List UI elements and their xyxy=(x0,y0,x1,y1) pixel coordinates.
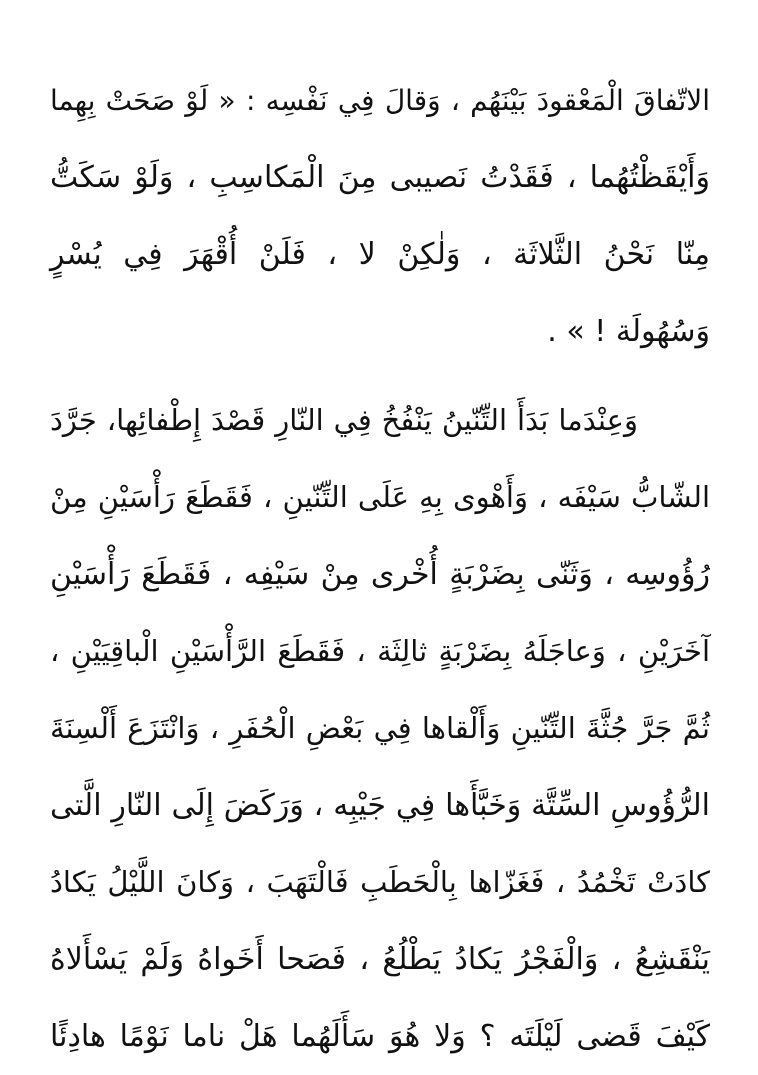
text-line: ثُمَّ جَرَّ جُثَّةَ التِّنّينِ وَأَلْقاها فِي بَعْضِ الْحُفَرِ ، وَانْتَزَعَ أَلْسِنَةَ xyxy=(50,711,710,745)
arabic-text-block xyxy=(50,62,710,1075)
paragraph-gap xyxy=(50,370,710,382)
text-line: وَأَيْقَظْتُهُما ، فَقَدْتُ نَصيبى مِنَ الْمَكاسِبِ ، وَلَوْ سَكَتُّ xyxy=(50,160,710,195)
text-line: الرُّؤُوسِ السِّتَّة وَخَبَّأَها فِي جَيْبِه ، وَرَكَضَ إِلَى النّارِ الَّتى xyxy=(50,788,710,823)
text-line: رُؤُوسِه ، وَثَنّى بِضَرْبَةٍ أُخْرى مِنْ سَيْفِه ، فَقَطَعَ رَأْسَيْنِ xyxy=(50,557,710,592)
text-line: مِنّا نَحْنُ الثَّلاثَة ، وَلٰكِنْ لا ، فَلَنْ أُقْهَرَ فِي يُسْرٍ xyxy=(50,237,710,272)
text-line: وَسُهُولَة ! » . xyxy=(547,314,710,349)
paragraph-2 xyxy=(50,382,710,1075)
text-line: كَيْفَ قَضى لَيْلَتَه ؟ وَلا هُوَ سَأَلَهُما هَلْ ناما نَوْمًا هادِئًا xyxy=(50,1019,710,1054)
text-line: الشّابُّ سَيْفَه ، وَأَهْوى بِهِ عَلَى التِّنّينِ ، فَقَطَعَ رَأْسَيْنِ مِنْ xyxy=(50,480,710,514)
text-line: يَنْقَشِعُ ، وَالْفَجْرُ يَكادُ يَطْلُعُ ، فَصَحا أَخَواهُ وَلَمْ يَسْأَلاهُ xyxy=(50,942,710,977)
text-line: وَعِنْدَما بَدَأَ التِّنّينُ يَنْفُخُ فِي النّارِ قَصْدَ إِطْفائِها، جَرَّدَ xyxy=(50,403,638,437)
paragraph-1 xyxy=(50,62,710,370)
text-line: كادَتْ تَخْمُدُ ، فَغَزّاها بِالْحَطَبِ فَالْتَهَبَ ، وَكانَ اللَّيْلُ يَكادُ xyxy=(50,865,710,899)
text-line: آخَرَيْنِ ، وَعاجَلَهُ بِضَرْبَةٍ ثالِثَة ، فَقَطَعَ الرَّأْسَيْنِ الْباقِيَيْنِ ، xyxy=(50,634,710,668)
text-line: الاتّفاقَ الْمَعْقودَ بَيْنَهُم ، وَقالَ فِي نَفْسِه : « لَوْ صَحَتْ بِهِما xyxy=(50,84,710,117)
